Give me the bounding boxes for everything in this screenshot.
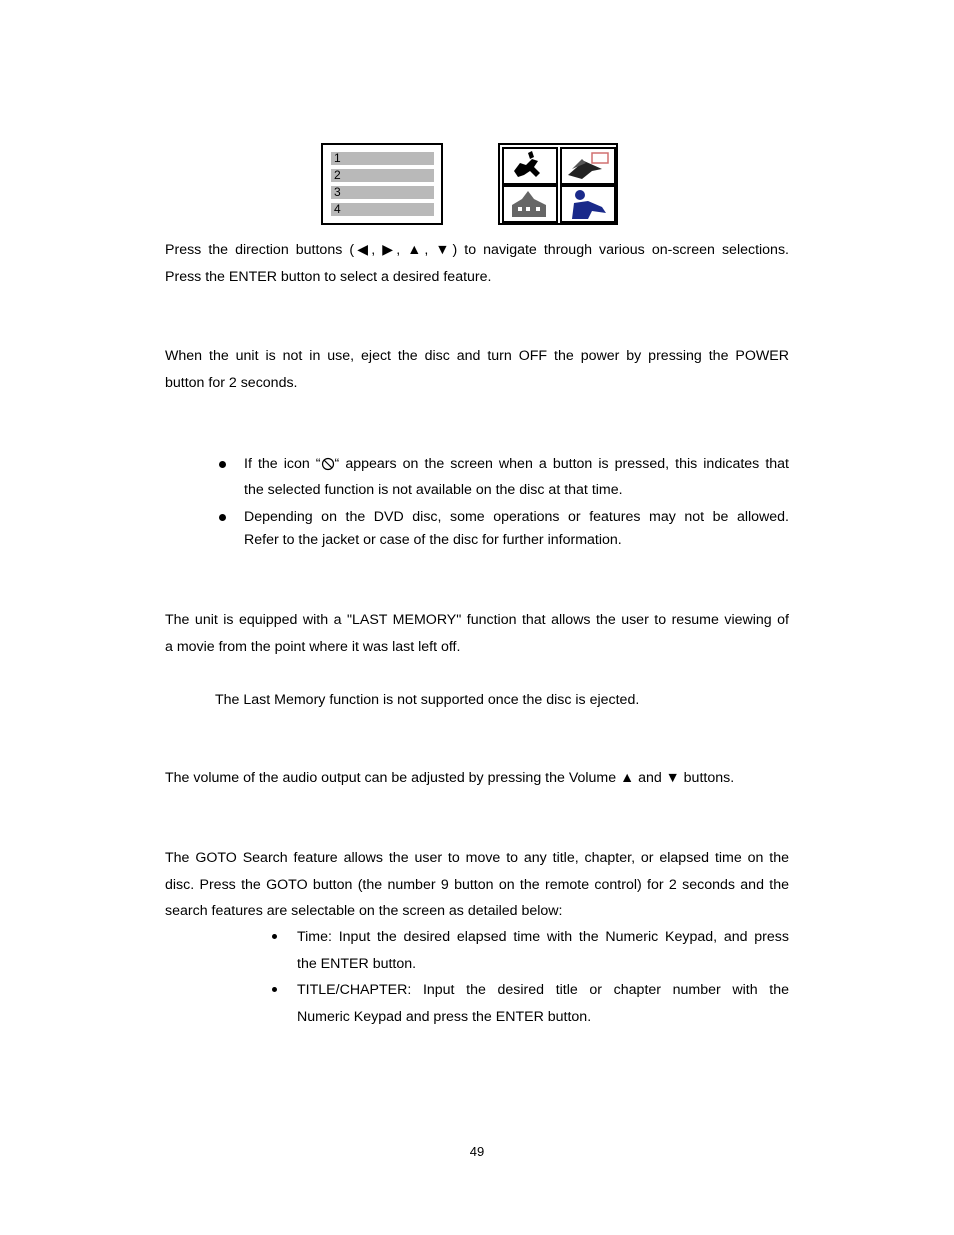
bullet-icon	[219, 514, 226, 521]
text-line: The unit is equipped with a "LAST MEMORY" function that allows the user to resume viewing of	[165, 612, 789, 628]
plane-thumbnail	[560, 147, 616, 185]
text-line: Time: Input the desired elapsed time with the Numeric Keypad, and press	[297, 929, 789, 945]
text-line: the selected function is not available on the disc at that time.	[244, 482, 623, 498]
text-line: Numeric Keypad and press the ENTER button.	[297, 1008, 592, 1025]
navigation-paragraph	[165, 237, 789, 290]
note-text: If the icon “	[244, 456, 321, 472]
text-line: button for 2 seconds.	[165, 374, 298, 391]
bullet-icon	[272, 934, 277, 939]
text-line	[244, 453, 789, 479]
text-line: TITLE/CHAPTER: Input the desired title or chapter number with the	[297, 982, 789, 998]
text-line: Refer to the jacket or case of the disc for further information.	[244, 532, 622, 548]
text-line: The GOTO Search feature allows the user to move to any title, chapter, or elapsed time on the	[165, 850, 789, 866]
text-line: Press the ENTER button to select a desired feature.	[165, 268, 492, 285]
text-line: search features are selectable on the screen as detailed below:	[165, 903, 563, 919]
last-memory-note: The Last Memory function is not supported once the disc is ejected.	[215, 692, 640, 708]
note-item	[244, 506, 789, 552]
note-item	[244, 453, 789, 502]
prohibited-icon	[321, 456, 335, 479]
menu-item: 1	[331, 152, 434, 165]
house-thumbnail	[502, 185, 558, 223]
bullet-icon	[219, 461, 226, 468]
menu-item: 2	[331, 169, 434, 182]
power-paragraph	[165, 343, 789, 396]
last-memory-paragraph	[165, 607, 789, 660]
thumbnail-illustration	[498, 143, 618, 225]
cowboy-thumbnail	[502, 147, 558, 185]
text-line: Depending on the DVD disc, some operations or features may not be allowed.	[244, 509, 789, 525]
text-line: disc. Press the GOTO button (the number 9 button on the remote control) for 2 seconds and the	[165, 876, 789, 893]
note-text: “ appears on the screen when a button is pressed, this indicates that	[334, 456, 789, 472]
volume-paragraph: The volume of the audio output can be adjusted by pressing the Volume ▲ and ▼ buttons.	[165, 770, 735, 786]
person-thumbnail	[560, 185, 616, 223]
text-line: a movie from the point where it was last left off.	[165, 638, 461, 655]
goto-paragraph	[165, 845, 789, 925]
text-line: the ENTER button.	[297, 955, 417, 972]
text-line: When the unit is not in use, eject the disc and turn OFF the power by pressing the POWER	[165, 348, 789, 364]
menu-item: 3	[331, 186, 434, 199]
goto-time-item	[297, 924, 789, 977]
goto-title-item	[297, 977, 789, 1030]
page-number: 49	[469, 1144, 485, 1159]
bullet-icon	[272, 987, 277, 992]
menu-item: 4	[331, 203, 434, 216]
text-line: Press the direction buttons (◀, ▶, ▲, ▼) to navigate through various on-screen selections.	[165, 242, 789, 258]
menu-illustration	[321, 143, 443, 225]
